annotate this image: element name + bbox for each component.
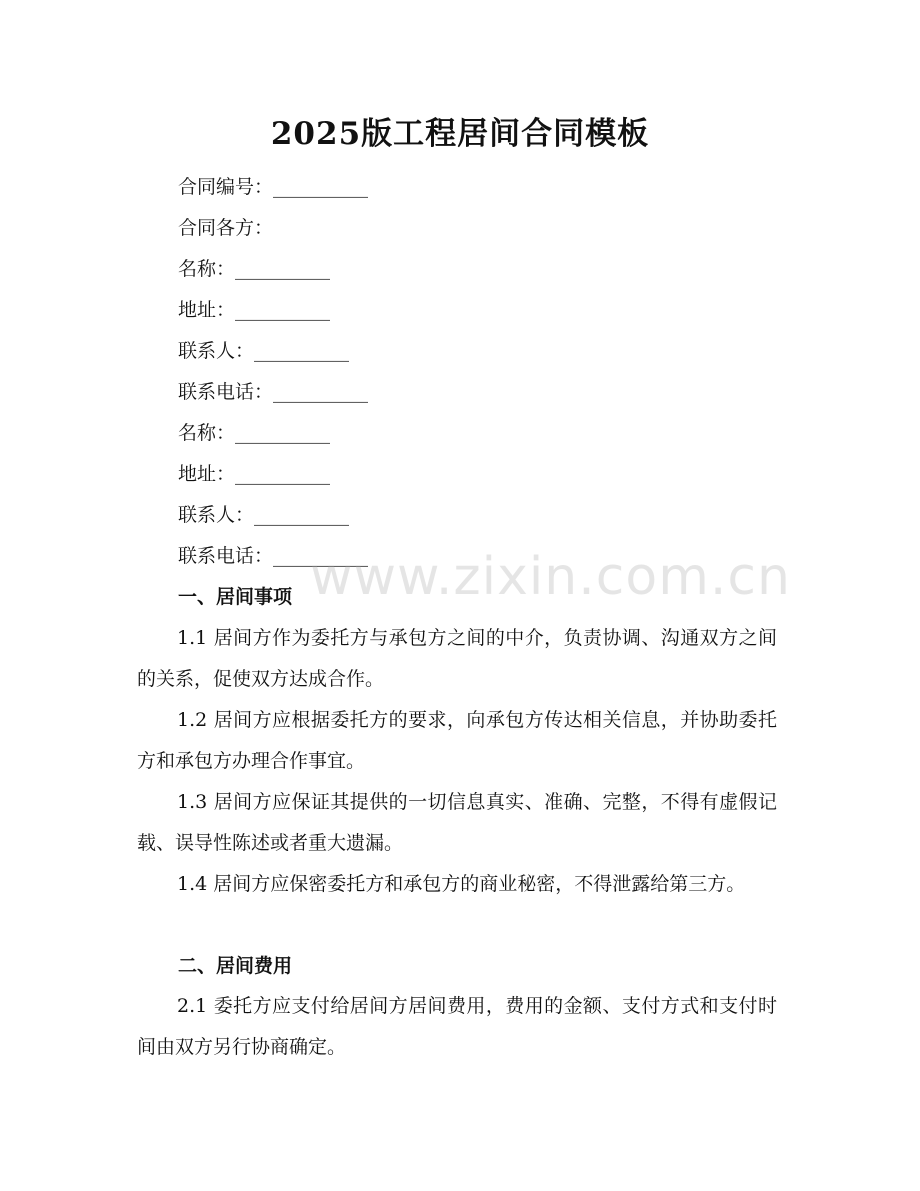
party-b-phone-field: 联系电话：__________	[178, 545, 369, 567]
document-title: 2025版工程居间合同模板	[270, 116, 650, 152]
clause-1-3: 1.3 居间方应保证其提供的一切信息真实、准确、完整，不得有虚假记载、误导性陈述或者重大遗漏。	[137, 791, 777, 854]
party-a-contact-field: 联系人：__________	[178, 340, 350, 362]
party-a-name-field: 名称：__________	[178, 258, 331, 280]
party-b-name-field: 名称：__________	[178, 422, 331, 444]
contract-parties-label: 合同各方：	[178, 217, 274, 239]
clause-2-1: 2.1 委托方应支付给居间方居间费用，费用的金额、支付方式和支付时间由双方另行协商确定。	[137, 995, 777, 1058]
party-b-contact-field: 联系人：__________	[178, 504, 350, 526]
party-b-address-field: 地址：__________	[178, 463, 331, 485]
party-a-address-field: 地址：__________	[178, 299, 331, 321]
contract-number-field: 合同编号：__________	[178, 176, 369, 198]
clause-1-4: 1.4 居间方应保密委托方和承包方的商业秘密，不得泄露给第三方。	[177, 873, 746, 895]
watermark: www.zixin.com.cn	[310, 547, 791, 607]
clause-1-1: 1.1 居间方作为委托方与承包方之间的中介，负责协调、沟通双方之间的关系，促使双方达成合作。	[137, 627, 777, 690]
section-2-heading: 二、居间费用	[178, 955, 293, 977]
clause-1-2: 1.2 居间方应根据委托方的要求，向承包方传达相关信息，并协助委托方和承包方办理合作事宜。	[137, 709, 777, 772]
party-a-phone-field: 联系电话：__________	[178, 381, 369, 403]
section-1-heading: 一、居间事项	[178, 586, 293, 608]
